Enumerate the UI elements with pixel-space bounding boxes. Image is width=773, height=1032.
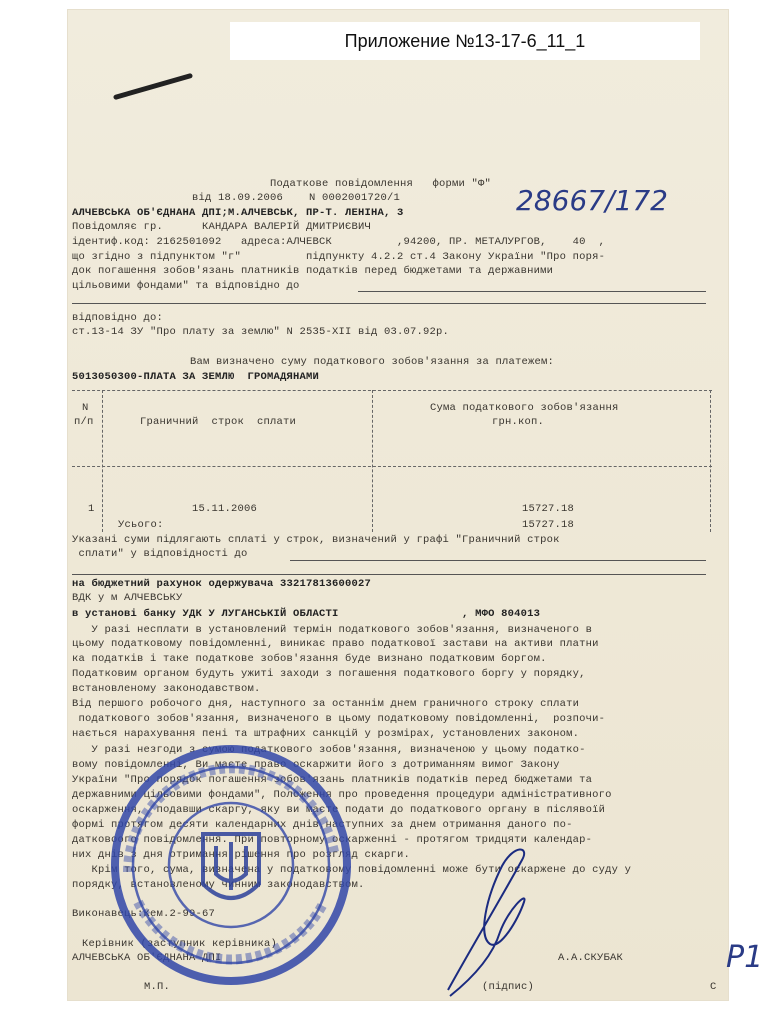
annex-label: Приложение №13-17-6_11_1 (230, 22, 700, 60)
fill-line (290, 560, 706, 561)
row-num: 1 (88, 503, 95, 515)
table-header-rule (72, 466, 712, 467)
fill-line (358, 291, 706, 292)
table-border-top (72, 390, 712, 391)
table-col-divider (710, 390, 711, 532)
notice-header: Податкове повідомлення форми "Ф" (270, 178, 492, 190)
law-line-3: цільовими фондами" та відповідно до (72, 280, 300, 292)
executor-line: Виконавець:Кем.2-99-67 (72, 908, 216, 920)
body-p2-1: У разі несплати в установлений термін податкового зобов'язання, визначеного в (72, 624, 593, 636)
mp-mark: М.П. (144, 981, 171, 993)
body-p1-1: Указані суми підлягають сплаті у строк, визначений у графі "Граничний строк (72, 534, 560, 546)
body-p5-1: Крім того, сума, визначена у податковому повідомленні може бути оскаржене до суду у (72, 864, 632, 876)
fill-line (72, 303, 706, 304)
body-p3-2: податкового зобов'язання, визначеного в цьому податковому повідомленні, розпочи- (72, 713, 606, 725)
law-line-2: док погашення зобов'язань платників податків перед бюджетами та державними (72, 265, 554, 277)
body-p4-3: України "Про порядок погашення зобов'язань платників податків перед бюджетами та (72, 774, 593, 786)
row-date: 15.11.2006 (192, 503, 258, 515)
fill-line (72, 574, 706, 575)
handwritten-signature (430, 840, 540, 1000)
recipient-line: ВДК у м АЛЧЕВСЬКУ (72, 592, 183, 604)
handwritten-number: 28667/172 (516, 184, 668, 217)
inspection-line: АЛЧЕВСЬКА ОБ'ЄДНАНА ДПІ;М.АЛЧЕВСЬК, ПР-Т. ЛЕНІНА, 3 (72, 207, 404, 219)
stamp-text-ring (138, 902, 324, 959)
bank-line: в установі банку УДК У ЛУГАНСЬКІЙ ОБЛАСТІ , МФО 804013 (72, 608, 541, 620)
address-line: ідентиф.код: 2162501092 адреса:АЛЧЕВСК ,94200, ПР. МЕТАЛУРГОВ, 40 , (72, 236, 606, 248)
basis-line-1: відповідно до: (72, 312, 164, 324)
account-line: на бюджетний рахунок одержувача 33217813600027 (72, 578, 372, 590)
notice-date: від 18.09.2006 N 0002001720/1 (192, 192, 401, 204)
body-p4-7: датковоого повідомлення. При повторному оскарженні - протягом тридцяти календар- (72, 834, 593, 846)
total-amount: 15727.18 (522, 519, 575, 531)
body-p4-8: них днів з дня отримання рішення про розгляд скарги. (72, 849, 411, 861)
body-p1-2: сплати" у відповідності до (72, 548, 248, 560)
body-p4-1: У разі незгоди з сумою податкового зобов'язання, визначеною у цьому податко- (72, 744, 586, 756)
col-sum-2: грн.коп. (492, 416, 545, 428)
body-p3-3: нається нарахування пені та штрафних санкцій у розмірах, установлених законом. (72, 728, 580, 740)
body-p5-2: порядку, встановленому чинним законодавством. (72, 879, 365, 891)
col-sum-1: Сума податкового зобов'язання (430, 402, 619, 414)
row-amount: 15727.18 (522, 503, 575, 515)
body-p4-5: оскарження, подавши скаргу, яку ви маєте подати до податкового органу в післявоїй (72, 804, 606, 816)
head-org: АЛЧЕВСЬКА ОБ'ЄДНАНА ДПІ (72, 952, 222, 964)
sign-label: (підпис) (482, 981, 535, 993)
payer-line: Повідомляє гр. КАНДАРА ВАЛЕРІЙ ДМИТРИЄВИЧ (72, 221, 372, 233)
table-col-divider (372, 390, 373, 532)
col-num-1: N (82, 402, 89, 414)
head-name: А.А.СКУБАК (558, 952, 624, 964)
page-mark: С (710, 981, 717, 993)
table-col-divider (102, 390, 103, 532)
col-num-2: п/п (74, 416, 94, 428)
body-p2-3: ка податків і таке податкове зобов'язання буде визнано податковим боргом. (72, 653, 547, 665)
body-p2-4: Податковим органом будуть ужиті заходи з погашення податкового боргу у порядку, (72, 668, 586, 680)
signature-stroke (448, 849, 525, 996)
trident-icon (216, 842, 246, 890)
col-deadline: Граничний строк сплати (140, 416, 297, 428)
body-p3-1: Від першого робочого дня, наступного за останнім днем граничного строку сплати (72, 698, 580, 710)
handwritten-page: Р1 (726, 940, 764, 975)
body-p4-2: вому повідомленні, Ви маєте право оскаржити його з дотриманням вимог Закону (72, 759, 560, 771)
head-title: Керівник (заступник керівника) (82, 938, 278, 950)
body-p4-6: формі протягом десяти календарних днів,наступних за днем отримання даного по- (72, 819, 573, 831)
basis-line-2: ст.13-14 ЗУ "Про плату за землю" N 2535-XII від 03.07.92р. (72, 326, 450, 338)
body-p2-5: встановленому законодавством. (72, 683, 261, 695)
total-label: Усього: (118, 519, 164, 531)
payment-code-line: 5013050300-ПЛАТА ЗА ЗЕМЛЮ ГРОМАДЯНАМИ (72, 371, 320, 383)
official-stamp (108, 742, 354, 988)
body-p2-2: цьому податковому повідомленні, виникає право податкової застави на активи платни (72, 638, 599, 650)
law-line-1: що згідно з підпунктом "г" підпункту 4.2.2 ст.4 Закону України "Про поря- (72, 251, 606, 263)
determined-line: Вам визначено суму податкового зобов'язання за платежем: (190, 356, 555, 368)
body-p4-4: державними цільовими фондами", Положення про проведення процедури адміністративного (72, 789, 612, 801)
